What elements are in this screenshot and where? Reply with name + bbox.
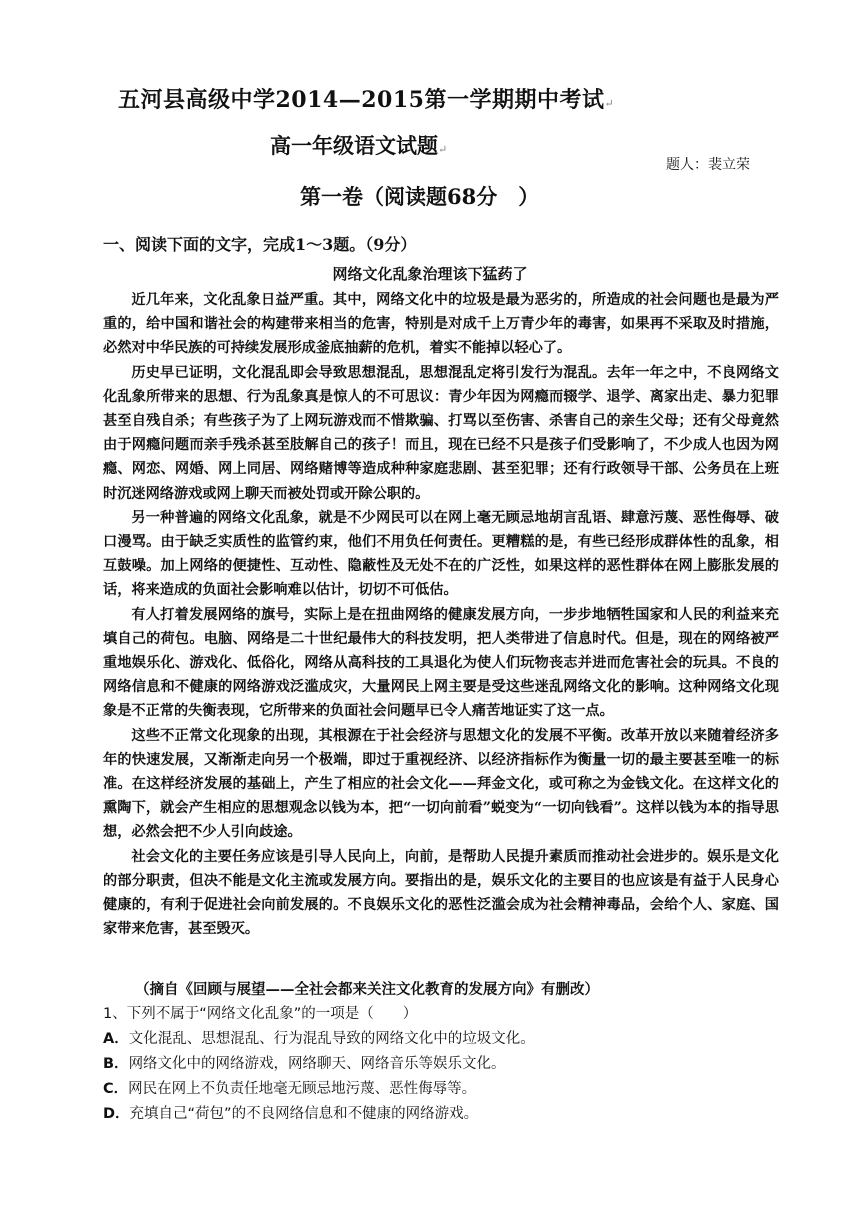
article-paragraph: 近几年来，文化乱象日益严重。其中，网络文化中的垃圾是最为恶劣的，所造成的社会问题也是最为严重的，给中国和谐社会的构建带来相当的危害，特别是对成千上万青少年的毒害，如果再不采取及时措施，必然对中华民族的可持续发展形成釜底抽薪的危机，着实不能掉以轻心了。 bbox=[103, 292, 779, 357]
school-exam-title: 五河县高级中学2014—2015第一学期期中考试↵ bbox=[118, 87, 615, 113]
article-source: （摘自《回顾与展望——全社会都来关注文化教育的发展方向》有删改） bbox=[135, 981, 599, 998]
option-text: 充填自己“荷包”的不良网络信息和不健康的网络游戏。 bbox=[129, 1106, 479, 1122]
part-title: 第一卷（阅读题68分 ） bbox=[300, 184, 540, 209]
option-text: 网络文化中的网络游戏，网络聊天、网络音乐等娱乐文化。 bbox=[128, 1056, 506, 1072]
question-author: 题人：裴立荣 bbox=[666, 157, 750, 173]
option-text: 文化混乱、思想混乱、行为混乱导致的网络文化中的垃圾文化。 bbox=[128, 1031, 535, 1047]
article-title: 网络文化乱象治理该下猛药了 bbox=[332, 265, 528, 283]
option-b bbox=[103, 1052, 783, 1077]
section-heading: 一、阅读下面的文字，完成1～3题。（9分） bbox=[103, 235, 417, 254]
question-stem: 1、下列不属于“网络文化乱象”的一项是（ ） bbox=[103, 1006, 418, 1022]
article-paragraph: 另一种普遍的网络文化乱象，就是不少网民可以在网上毫无顾忌地胡言乱语、肆意污蔑、恶性侮辱、破口漫骂。由于缺乏实质性的监管约束，他们不用负任何责任。更糟糕的是，有些已经形成群体性的乱象，相互鼓噪。加上网络的便捷性、互动性、隐蔽性及无处不在的广泛性，如果这样的恶性群体在网上膨胀发展的话，将来造成的负面社会影响难以估计，切切不可低估。 bbox=[103, 509, 779, 599]
article-paragraph: 有人打着发展网络的旗号，实际上是在扭曲网络的健康发展方向，一步步地牺牲国家和人民的利益来充填自己的荷包。电脑、网络是二十世纪最伟大的科技发明，把人类带进了信息时代。但是，现在的网络被严重地娱乐化、游戏化、低俗化，网络从高科技的工具退化为使人们玩物丧志并进而危害社会的玩具。不良的网络信息和不健康的网络游戏泛滥成灾，大量网民上网主要是受这些迷乱网络文化的影响。这种网络文化现象是不正常的失衡表现，它所带来的负面社会问题早已令人痛苦地证实了这一点。 bbox=[103, 606, 779, 720]
option-a bbox=[103, 1027, 783, 1052]
option-text: 网民在网上不负责任地毫无顾忌地污蔑、恶性侮辱等。 bbox=[128, 1081, 477, 1097]
article-paragraph: 历史早已证明，文化混乱即会导致思想混乱，思想混乱定将引发行为混乱。去年一年之中，不良网络文化乱象所带来的思想、行为乱象真是惊人的不可思议：青少年因为网瘾而辍学、退学、离家出走、暴力犯罪甚至自残自杀；有些孩子为了上网玩游戏而不惜欺骗、打骂以至伤害、杀害自己的亲生父母；还有父母竟然由于网瘾问题而亲手残杀甚至肢解自己的孩子！而且，现在已经不只是孩子们受影响了，不少成人也因为网瘾、网恋、网婚、网上同居、网络赌博等造成种种家庭悲剧、甚至犯罪；还有行政领导干部、公务员在上班时沉迷网络游戏或网上聊天而被处罚或开除公职的。 bbox=[103, 364, 779, 502]
return-mark-icon: ↵ bbox=[604, 97, 615, 110]
question-1 bbox=[103, 1002, 783, 1127]
option-c bbox=[103, 1077, 783, 1102]
option-letter: D． bbox=[103, 1106, 130, 1122]
article-body bbox=[103, 288, 779, 941]
option-letter: C． bbox=[103, 1081, 129, 1097]
option-d bbox=[103, 1102, 783, 1127]
return-mark-icon: ↵ bbox=[438, 143, 448, 156]
option-letter: B． bbox=[103, 1056, 129, 1072]
grade-subject-title: 高一年级语文试题↵ bbox=[270, 133, 448, 158]
article-paragraph: 这些不正常文化现象的出现，其根源在于社会经济与思想文化的发展不平衡。改革开放以来随着经济多年的快速发展，又渐渐走向另一个极端，即过于重视经济、以经济指标作为衡量一切的最主要甚至唯一的标准。在这样经济发展的基础上，产生了相应的社会文化——拜金文化，或可称之为金钱文化。在这样文化的熏陶下，就会产生相应的思想观念以钱为本，把“一切向前看”蜕变为“一切向钱看”。这样以钱为本的指导思想，必然会把不少人引向歧途。 bbox=[103, 727, 779, 841]
option-letter: A． bbox=[103, 1031, 129, 1047]
article-paragraph: 社会文化的主要任务应该是引导人民向上，向前，是帮助人民提升素质而推动社会进步的。娱乐是文化的部分职责，但决不能是文化主流或发展方向。要指出的是，娱乐文化的主要目的也应该是有益于人民身心健康的，有利于促进社会向前发展的。不良娱乐文化的恶性泛滥会成为社会精神毒品，会给个人、家庭、国家带来危害，甚至毁灭。 bbox=[103, 848, 779, 938]
